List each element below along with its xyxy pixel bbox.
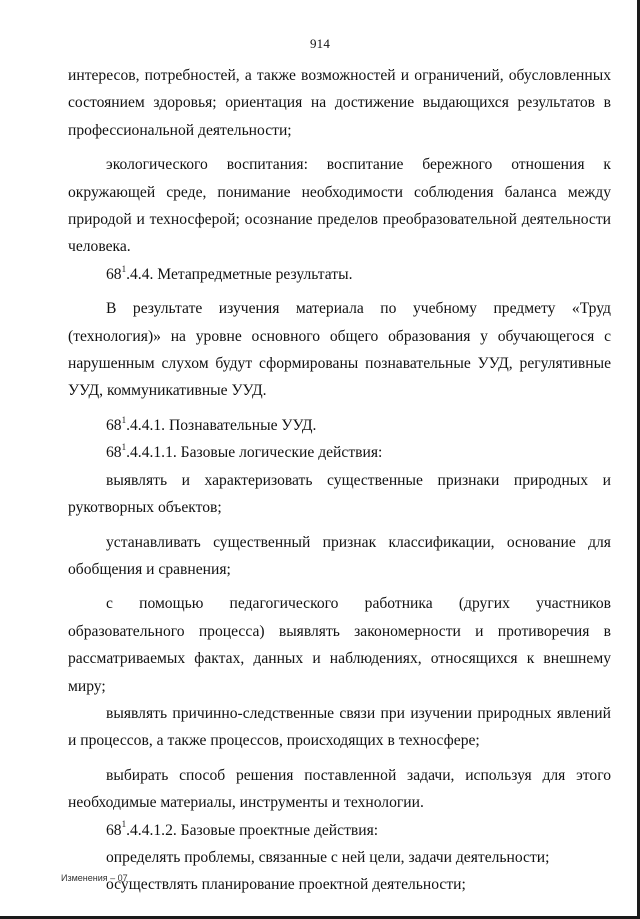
footer-changes-note: Изменения – 07: [61, 873, 128, 883]
paragraph-define-problems: определять проблемы, связанные с ней цели, задачи деятельности;: [106, 848, 550, 866]
page-body: [68, 62, 611, 899]
paragraph-project-planning: осуществлять планирование проектной деятельности;: [106, 876, 466, 894]
paragraph-interests: интересов, потребностей, а также возможностей и ограничений, обусловленных состоянием здоровья; ориентация на достижение выдающихся результатов в профессиональной деятельности;: [68, 67, 611, 139]
page-number: 914: [309, 36, 331, 51]
paragraph-identify-features: выявлять и характеризовать существенные признаки природных и рукотворных объектов;: [68, 471, 611, 517]
paragraph-patterns: с помощью педагогического работника (других участников образовательного процесса) выявлять закономерности и противоречия в рассматриваемых фактах, данных и наблюдениях, относящихся к внешнему миру;: [68, 595, 611, 695]
paragraph-classification: устанавливать существенный признак классификации, основание для обобщения и сравнения;: [68, 533, 611, 578]
paragraph-study-results: В результате изучения материала по учебному предмету «Труд (технология)» на уровне основного общего образования у обучающегося с нарушенным слухом будут сформированы познавательные УУД, регулятивные УУД, коммуникативные УУД.: [68, 300, 611, 400]
heading-cognitive-uud: $68^1.4.4.1$. Познавательные УУД.: [106, 414, 317, 434]
paragraph-choose-method: выбирать способ решения поставленной задачи, используя для этого необходимые материалы, инструменты и технологии.: [68, 766, 611, 812]
heading-metasubject-results: $68^1.4.4$. Метапредметные результаты.: [106, 263, 353, 283]
paragraph-causal-links: выявлять причинно-следственные связи при изучении природных явлений и процессов, а также процессов, происходящих в техносфере;: [68, 704, 611, 750]
heading-basic-project-actions: $68^1.4.4.1.2$. Базовые проектные действия:: [106, 819, 379, 839]
paragraph-ecological: экологического воспитания: воспитание бережного отношения к окружающей среде, понимание необходимости соблюдения баланса между природой и техносферой; осознание пределов преобразовательной деятельности человека.: [68, 156, 611, 256]
heading-basic-logical-actions: $68^1.4.4.1.1$. Базовые логические действия:: [106, 442, 383, 462]
